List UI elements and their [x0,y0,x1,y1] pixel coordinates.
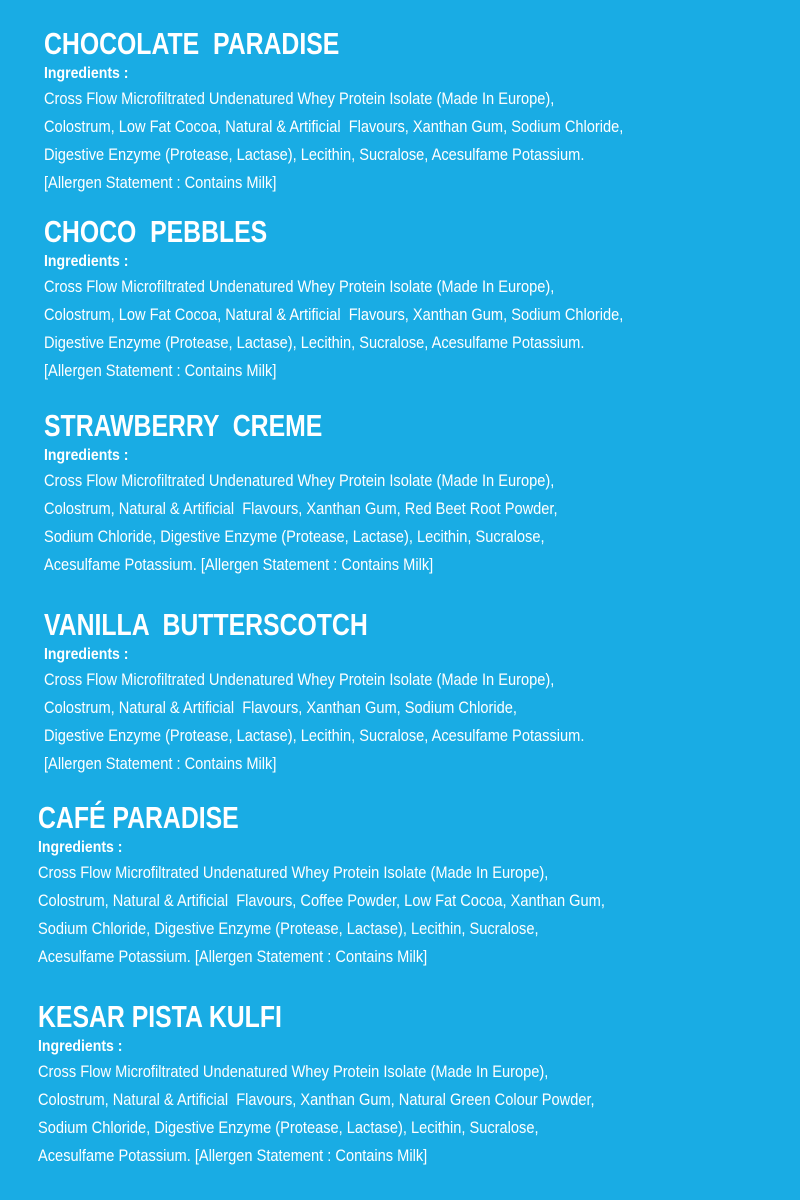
ingredient-line: Colostrum, Natural & Artificial Flavours, Xanthan Gum, Red Beet Root Powder, [44,499,558,518]
ingredient-line: Digestive Enzyme (Protease, Lactase), Lecithin, Sucralose, Acesulfame Potassium. [44,333,585,352]
allergen-statement: Acesulfame Potassium. [Allergen Statement : Contains Milk] [38,947,428,966]
ingredient-line: Cross Flow Microfiltrated Undenatured Whey Protein Isolate (Made In Europe), [44,670,555,689]
ingredient-line: Colostrum, Low Fat Cocoa, Natural & Artificial Flavours, Xanthan Gum, Sodium Chloride, [44,117,624,136]
ingredients-label: Ingredients : [44,447,129,464]
flavour-title: CHOCO PEBBLES [44,214,268,249]
ingredient-line: Sodium Chloride, Digestive Enzyme (Protease, Lactase), Lecithin, Sucralose, [38,1118,539,1137]
allergen-statement: [Allergen Statement : Contains Milk] [44,754,277,773]
ingredient-line: Cross Flow Microfiltrated Undenatured Whey Protein Isolate (Made In Europe), [44,471,555,490]
ingredients-label: Ingredients : [38,839,123,856]
ingredients-label: Ingredients : [38,1038,123,1055]
flavour-title: STRAWBERRY CREME [44,408,323,443]
ingredients-label: Ingredients : [44,646,129,663]
flavour-section-chocolate-paradise [44,27,784,197]
ingredient-line: Digestive Enzyme (Protease, Lactase), Lecithin, Sucralose, Acesulfame Potassium. [44,726,585,745]
ingredient-line: Colostrum, Low Fat Cocoa, Natural & Artificial Flavours, Xanthan Gum, Sodium Chloride, [44,305,624,324]
ingredient-line: Colostrum, Natural & Artificial Flavours, Xanthan Gum, Sodium Chloride, [44,698,517,717]
ingredient-line: Cross Flow Microfiltrated Undenatured Whey Protein Isolate (Made In Europe), [38,1062,549,1081]
flavour-section-vanilla-butterscotch [44,608,784,778]
flavour-section-cafe-paradise [38,801,778,971]
flavour-section-choco-pebbles [44,215,784,385]
ingredients-label: Ingredients : [44,253,129,270]
ingredient-line: Cross Flow Microfiltrated Undenatured Whey Protein Isolate (Made In Europe), [38,863,549,882]
flavour-title: VANILLA BUTTERSCOTCH [44,607,368,642]
flavour-title: CHOCOLATE PARADISE [44,26,340,61]
allergen-statement: [Allergen Statement : Contains Milk] [44,361,277,380]
ingredient-line: Digestive Enzyme (Protease, Lactase), Lecithin, Sucralose, Acesulfame Potassium. [44,145,585,164]
allergen-statement: Acesulfame Potassium. [Allergen Statement : Contains Milk] [38,1146,428,1165]
ingredients-label: Ingredients : [44,65,129,82]
ingredient-line: Cross Flow Microfiltrated Undenatured Whey Protein Isolate (Made In Europe), [44,277,555,296]
allergen-statement: [Allergen Statement : Contains Milk] [44,173,277,192]
ingredient-line: Colostrum, Natural & Artificial Flavours, Coffee Powder, Low Fat Cocoa, Xanthan Gum, [38,891,605,910]
flavour-section-kesar-pista-kulfi [38,1000,778,1170]
allergen-statement: Acesulfame Potassium. [Allergen Statement : Contains Milk] [44,555,434,574]
ingredient-line: Colostrum, Natural & Artificial Flavours, Xanthan Gum, Natural Green Colour Powder, [38,1090,595,1109]
ingredient-line: Cross Flow Microfiltrated Undenatured Whey Protein Isolate (Made In Europe), [44,89,555,108]
flavour-title: CAFÉ PARADISE [38,800,239,835]
flavour-section-strawberry-creme [44,409,784,579]
flavour-title: KESAR PISTA KULFI [38,999,282,1034]
ingredient-line: Sodium Chloride, Digestive Enzyme (Protease, Lactase), Lecithin, Sucralose, [38,919,539,938]
ingredient-line: Sodium Chloride, Digestive Enzyme (Protease, Lactase), Lecithin, Sucralose, [44,527,545,546]
